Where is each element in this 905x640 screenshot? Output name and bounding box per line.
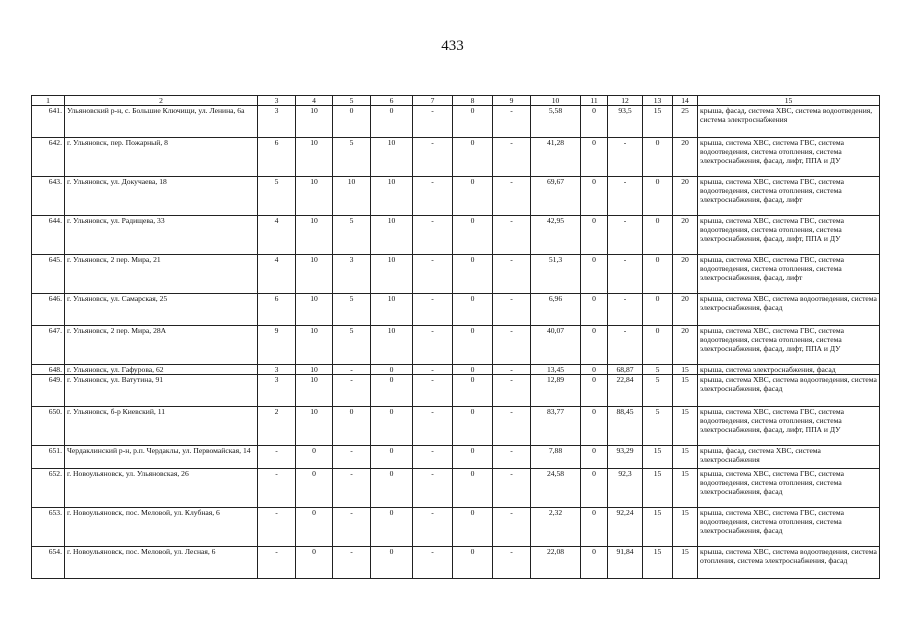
value-cell: - — [333, 365, 371, 375]
column-header: 10 — [531, 96, 581, 106]
data-table — [31, 95, 880, 579]
value-cell: 0 — [581, 216, 608, 255]
value-cell: 0 — [453, 407, 493, 446]
value-cell: 10 — [296, 407, 333, 446]
works-cell: крыша, система ХВС, система ГВС, система водоотведения, система отопления, система электроснабжения, фасад, лифт, ППА и ДУ — [698, 407, 880, 446]
value-cell: 10 — [371, 216, 413, 255]
value-cell: 0 — [453, 216, 493, 255]
value-cell: - — [608, 177, 643, 216]
value-cell: - — [333, 446, 371, 469]
address-cell: г. Новоульяновск, пос. Меловой, ул. Клубная, 6 — [65, 508, 258, 547]
value-cell: - — [413, 106, 453, 138]
value-cell: 93,5 — [608, 106, 643, 138]
value-cell: 92,24 — [608, 508, 643, 547]
value-cell: - — [258, 547, 296, 579]
address-cell: г. Ульяновск, ул. Гафурова, 62 — [65, 365, 258, 375]
table-row — [32, 547, 880, 579]
column-header: 6 — [371, 96, 413, 106]
value-cell: - — [493, 375, 531, 407]
value-cell: 0 — [453, 547, 493, 579]
value-cell: 0 — [453, 138, 493, 177]
column-header: 8 — [453, 96, 493, 106]
value-cell: 0 — [581, 508, 608, 547]
table-row — [32, 294, 880, 326]
value-cell: 15 — [673, 365, 698, 375]
row-number-cell: 649. — [32, 375, 65, 407]
value-cell: 92,3 — [608, 469, 643, 508]
value-cell: 0 — [453, 177, 493, 216]
value-cell: - — [608, 216, 643, 255]
value-cell: - — [413, 446, 453, 469]
value-cell: 0 — [581, 326, 608, 365]
value-cell: 10 — [296, 106, 333, 138]
value-cell: - — [493, 106, 531, 138]
table-row — [32, 375, 880, 407]
value-cell: - — [258, 446, 296, 469]
works-cell: крыша, система ХВС, система водоотведения, система электроснабжения, фасад — [698, 294, 880, 326]
value-cell: 9 — [258, 326, 296, 365]
value-cell: - — [493, 407, 531, 446]
column-header: 12 — [608, 96, 643, 106]
value-cell: 10 — [296, 216, 333, 255]
value-cell: 0 — [333, 106, 371, 138]
table-row — [32, 446, 880, 469]
value-cell: - — [493, 255, 531, 294]
value-cell: - — [493, 508, 531, 547]
value-cell: - — [413, 138, 453, 177]
value-cell: 2 — [258, 407, 296, 446]
value-cell: - — [493, 547, 531, 579]
value-cell: 5 — [643, 375, 673, 407]
value-cell: 3 — [258, 106, 296, 138]
value-cell: 0 — [453, 375, 493, 407]
value-cell: 0 — [581, 365, 608, 375]
value-cell: 0 — [371, 446, 413, 469]
address-cell: г. Ульяновск, ул. Ватутина, 91 — [65, 375, 258, 407]
value-cell: 0 — [371, 469, 413, 508]
value-cell: 0 — [581, 294, 608, 326]
address-cell: г. Ульяновск, пер. Пожарный, 8 — [65, 138, 258, 177]
value-cell: 4 — [258, 255, 296, 294]
column-header: 13 — [643, 96, 673, 106]
value-cell: 15 — [643, 469, 673, 508]
value-cell: 2,32 — [531, 508, 581, 547]
value-cell: 5,58 — [531, 106, 581, 138]
value-cell: 0 — [643, 138, 673, 177]
row-number-cell: 645. — [32, 255, 65, 294]
value-cell: 0 — [643, 294, 673, 326]
address-cell: г. Ульяновск, ул. Докучаева, 18 — [65, 177, 258, 216]
value-cell: 5 — [333, 138, 371, 177]
value-cell: - — [608, 326, 643, 365]
value-cell: 0 — [453, 106, 493, 138]
value-cell: 7,88 — [531, 446, 581, 469]
value-cell: 0 — [581, 407, 608, 446]
value-cell: - — [493, 446, 531, 469]
table-row — [32, 216, 880, 255]
value-cell: - — [258, 469, 296, 508]
value-cell: 0 — [453, 255, 493, 294]
value-cell: 13,45 — [531, 365, 581, 375]
row-number-cell: 651. — [32, 446, 65, 469]
works-cell: крыша, система ХВС, система ГВС, система водоотведения, система отопления, система электроснабжения, фасад, лифт — [698, 177, 880, 216]
value-cell: 6,96 — [531, 294, 581, 326]
value-cell: 15 — [673, 446, 698, 469]
row-number-cell: 654. — [32, 547, 65, 579]
value-cell: 0 — [453, 365, 493, 375]
column-header: 7 — [413, 96, 453, 106]
table-row — [32, 508, 880, 547]
value-cell: - — [413, 375, 453, 407]
value-cell: 0 — [643, 255, 673, 294]
value-cell: 0 — [643, 216, 673, 255]
value-cell: - — [413, 469, 453, 508]
column-header: 14 — [673, 96, 698, 106]
value-cell: - — [413, 177, 453, 216]
value-cell: 5 — [333, 216, 371, 255]
value-cell: 24,58 — [531, 469, 581, 508]
works-cell: крыша, система электроснабжения, фасад — [698, 365, 880, 375]
row-number-cell: 650. — [32, 407, 65, 446]
value-cell: 10 — [333, 177, 371, 216]
value-cell: 10 — [371, 326, 413, 365]
value-cell: 93,29 — [608, 446, 643, 469]
value-cell: 25 — [673, 106, 698, 138]
value-cell: 0 — [581, 255, 608, 294]
value-cell: 0 — [453, 508, 493, 547]
works-cell: крыша, система ХВС, система ГВС, система водоотведения, система отопления, система электроснабжения, фасад, лифт, ППА и ДУ — [698, 326, 880, 365]
value-cell: 22,08 — [531, 547, 581, 579]
value-cell: 51,3 — [531, 255, 581, 294]
value-cell: 0 — [296, 446, 333, 469]
value-cell: 15 — [673, 375, 698, 407]
value-cell: 20 — [673, 177, 698, 216]
value-cell: 0 — [333, 407, 371, 446]
value-cell: 20 — [673, 294, 698, 326]
row-number-cell: 644. — [32, 216, 65, 255]
address-cell: г. Ульяновск, б-р Киевский, 11 — [65, 407, 258, 446]
value-cell: 0 — [296, 547, 333, 579]
value-cell: - — [333, 375, 371, 407]
works-cell: крыша, система ХВС, система ГВС, система водоотведения, система отопления, система электроснабжения, фасад — [698, 508, 880, 547]
table-row — [32, 255, 880, 294]
value-cell: 0 — [371, 508, 413, 547]
value-cell: 4 — [258, 216, 296, 255]
value-cell: - — [493, 294, 531, 326]
row-number-cell: 653. — [32, 508, 65, 547]
value-cell: - — [608, 138, 643, 177]
works-cell: крыша, система ХВС, система ГВС, система водоотведения, система отопления, система электроснабжения, фасад, лифт, ППА и ДУ — [698, 216, 880, 255]
value-cell: 0 — [453, 294, 493, 326]
row-number-cell: 646. — [32, 294, 65, 326]
value-cell: 15 — [643, 547, 673, 579]
value-cell: 20 — [673, 216, 698, 255]
value-cell: 0 — [371, 375, 413, 407]
value-cell: 20 — [673, 326, 698, 365]
works-cell: крыша, система ХВС, система водоотведения, система электроснабжения, фасад — [698, 375, 880, 407]
value-cell: 83,77 — [531, 407, 581, 446]
column-header: 9 — [493, 96, 531, 106]
value-cell: 6 — [258, 138, 296, 177]
value-cell: - — [413, 508, 453, 547]
value-cell: - — [608, 294, 643, 326]
value-cell: 69,67 — [531, 177, 581, 216]
table-row — [32, 407, 880, 446]
value-cell: 0 — [371, 407, 413, 446]
address-cell: Чердаклинский р-н, р.п. Чердаклы, ул. Первомайская, 14 — [65, 446, 258, 469]
page-number: 433 — [441, 38, 464, 54]
value-cell: 10 — [371, 255, 413, 294]
value-cell: 42,95 — [531, 216, 581, 255]
value-cell: 0 — [581, 177, 608, 216]
works-cell: крыша, фасад, система ХВС, система электроснабжения — [698, 446, 880, 469]
value-cell: - — [413, 407, 453, 446]
value-cell: - — [493, 216, 531, 255]
value-cell: 68,87 — [608, 365, 643, 375]
address-cell: г. Ульяновск, 2 пер. Мира, 21 — [65, 255, 258, 294]
value-cell: 10 — [296, 326, 333, 365]
value-cell: 0 — [296, 469, 333, 508]
works-cell: крыша, система ХВС, система ГВС, система водоотведения, система отопления, система электроснабжения, фасад, лифт, ППА и ДУ — [698, 138, 880, 177]
address-cell: г. Ульяновск, ул. Самарская, 25 — [65, 294, 258, 326]
value-cell: 3 — [333, 255, 371, 294]
value-cell: - — [493, 469, 531, 508]
value-cell: 0 — [453, 326, 493, 365]
value-cell: 10 — [296, 294, 333, 326]
value-cell: 88,45 — [608, 407, 643, 446]
table-row — [32, 106, 880, 138]
value-cell: 3 — [258, 375, 296, 407]
row-number-cell: 647. — [32, 326, 65, 365]
value-cell: 10 — [371, 294, 413, 326]
value-cell: - — [258, 508, 296, 547]
row-number-cell: 648. — [32, 365, 65, 375]
value-cell: 15 — [643, 106, 673, 138]
value-cell: 10 — [296, 375, 333, 407]
value-cell: 15 — [673, 407, 698, 446]
value-cell: 0 — [371, 106, 413, 138]
value-cell: 5 — [258, 177, 296, 216]
value-cell: 22,84 — [608, 375, 643, 407]
works-cell: крыша, система ХВС, система ГВС, система водоотведения, система отопления, система электроснабжения, фасад — [698, 469, 880, 508]
row-number-cell: 643. — [32, 177, 65, 216]
value-cell: 15 — [673, 469, 698, 508]
column-header: 2 — [65, 96, 258, 106]
value-cell: 41,28 — [531, 138, 581, 177]
works-cell: крыша, система ХВС, система ГВС, система водоотведения, система отопления, система электроснабжения, фасад, лифт — [698, 255, 880, 294]
value-cell: - — [333, 508, 371, 547]
value-cell: - — [333, 547, 371, 579]
value-cell: 0 — [371, 547, 413, 579]
value-cell: 20 — [673, 255, 698, 294]
value-cell: 0 — [581, 106, 608, 138]
value-cell: 5 — [643, 407, 673, 446]
column-header: 5 — [333, 96, 371, 106]
value-cell: - — [413, 547, 453, 579]
value-cell: 15 — [643, 508, 673, 547]
value-cell: 0 — [453, 446, 493, 469]
column-header: 4 — [296, 96, 333, 106]
value-cell: 0 — [581, 469, 608, 508]
value-cell: - — [493, 177, 531, 216]
table-header-row — [32, 96, 880, 106]
address-cell: Ульяновский р-н, с. Большие Ключищи, ул. Ленина, 6а — [65, 106, 258, 138]
value-cell: 3 — [258, 365, 296, 375]
value-cell: - — [413, 255, 453, 294]
table-row — [32, 469, 880, 508]
value-cell: 5 — [333, 294, 371, 326]
value-cell: - — [493, 326, 531, 365]
value-cell: - — [493, 138, 531, 177]
value-cell: - — [413, 326, 453, 365]
value-cell: 10 — [296, 177, 333, 216]
address-cell: г. Ульяновск, 2 пер. Мира, 28А — [65, 326, 258, 365]
value-cell: 0 — [296, 508, 333, 547]
value-cell: - — [413, 365, 453, 375]
value-cell: 10 — [371, 177, 413, 216]
value-cell: 15 — [673, 547, 698, 579]
value-cell: - — [608, 255, 643, 294]
value-cell: - — [333, 469, 371, 508]
column-header: 15 — [698, 96, 880, 106]
value-cell: 15 — [673, 508, 698, 547]
column-header: 1 — [32, 96, 65, 106]
row-number-cell: 641. — [32, 106, 65, 138]
row-number-cell: 652. — [32, 469, 65, 508]
value-cell: 5 — [643, 365, 673, 375]
value-cell: 0 — [643, 326, 673, 365]
value-cell: 10 — [296, 138, 333, 177]
value-cell: 12,89 — [531, 375, 581, 407]
address-cell: г. Новоульяновск, ул. Ульяновская, 26 — [65, 469, 258, 508]
value-cell: 20 — [673, 138, 698, 177]
table-row — [32, 365, 880, 375]
value-cell: - — [493, 365, 531, 375]
address-cell: г. Новоульяновск, пос. Меловой, ул. Лесная, 6 — [65, 547, 258, 579]
table-row — [32, 177, 880, 216]
value-cell: 0 — [453, 469, 493, 508]
column-header: 11 — [581, 96, 608, 106]
value-cell: - — [413, 294, 453, 326]
works-cell: крыша, фасад, система ХВС, система водоотведения, система электроснабжения — [698, 106, 880, 138]
address-cell: г. Ульяновск, ул. Радищева, 33 — [65, 216, 258, 255]
value-cell: 10 — [296, 365, 333, 375]
works-cell: крыша, система ХВС, система водоотведения, система отопления, система электроснабжения, фасад — [698, 547, 880, 579]
row-number-cell: 642. — [32, 138, 65, 177]
value-cell: 0 — [581, 446, 608, 469]
value-cell: - — [413, 216, 453, 255]
table-row — [32, 138, 880, 177]
value-cell: 0 — [371, 365, 413, 375]
value-cell: 0 — [581, 547, 608, 579]
value-cell: 10 — [296, 255, 333, 294]
value-cell: 0 — [643, 177, 673, 216]
table-row — [32, 326, 880, 365]
value-cell: 5 — [333, 326, 371, 365]
value-cell: 0 — [581, 138, 608, 177]
value-cell: 0 — [581, 375, 608, 407]
column-header: 3 — [258, 96, 296, 106]
value-cell: 91,84 — [608, 547, 643, 579]
value-cell: 15 — [643, 446, 673, 469]
value-cell: 40,07 — [531, 326, 581, 365]
value-cell: 6 — [258, 294, 296, 326]
value-cell: 10 — [371, 138, 413, 177]
